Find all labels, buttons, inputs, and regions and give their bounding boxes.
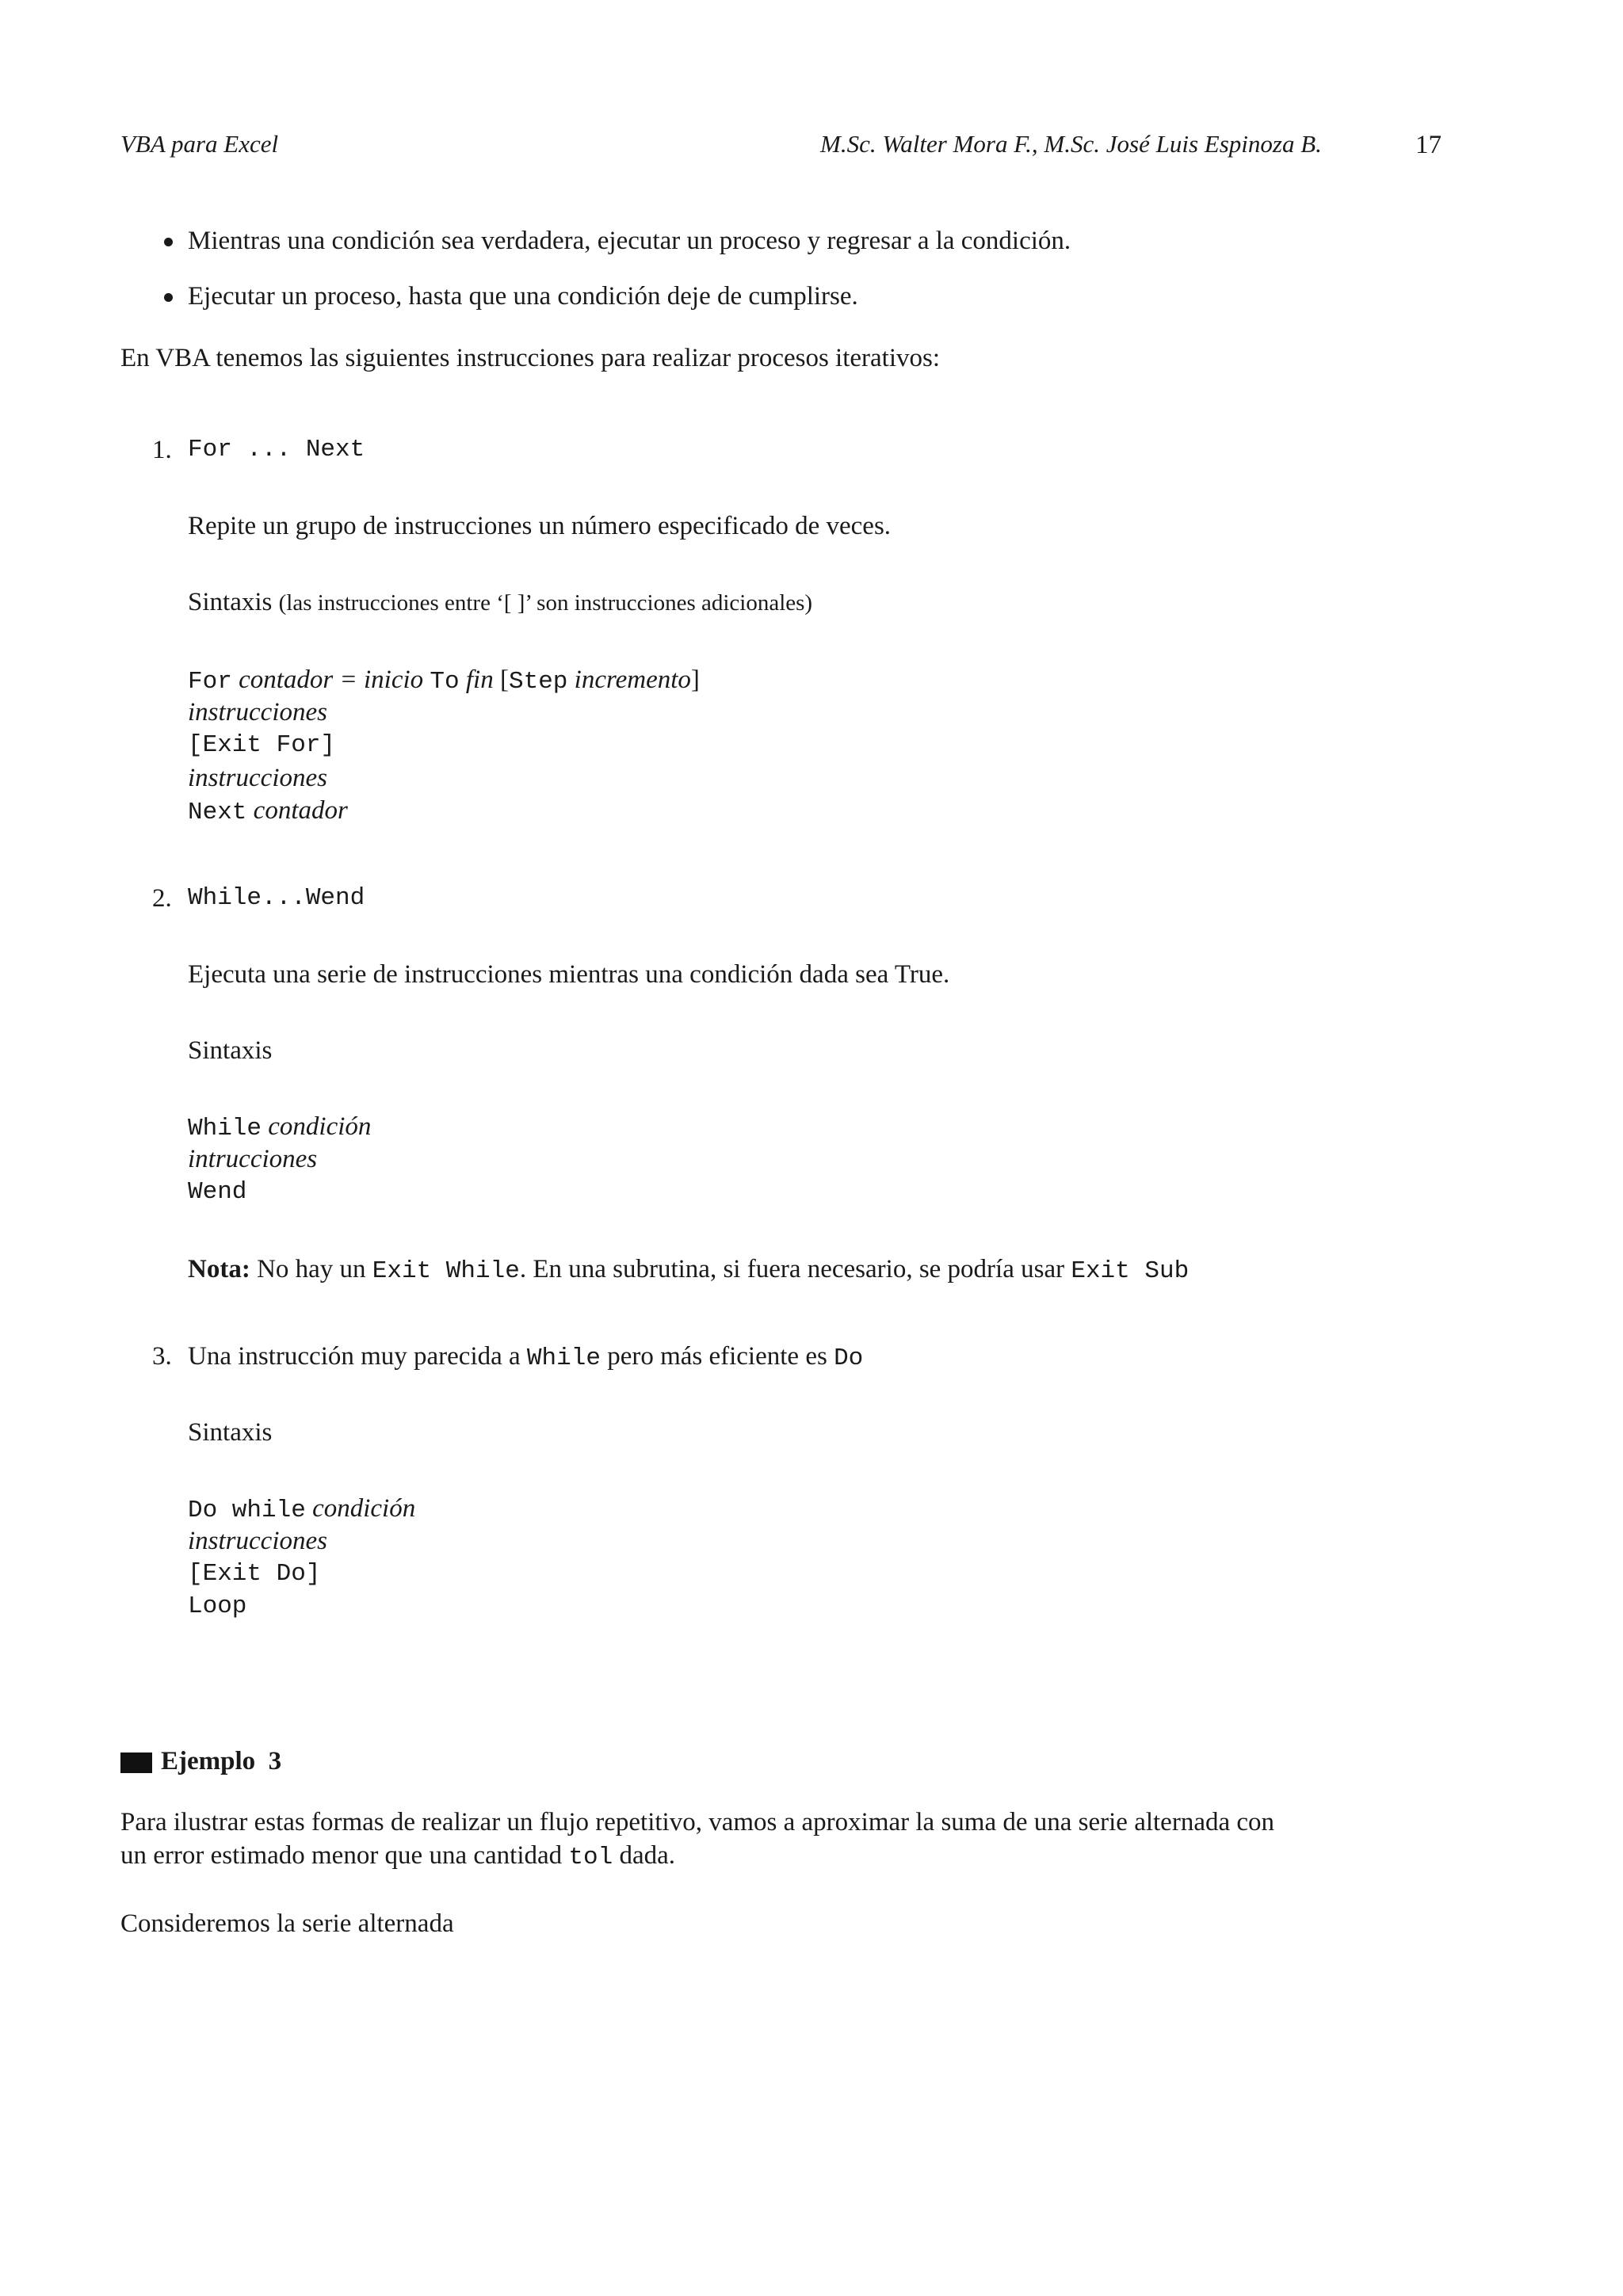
while-note (188, 1253, 1189, 1287)
code-variable: condición (268, 1112, 372, 1141)
item-2-title: While...Wend (188, 884, 365, 912)
code-variable: condición (312, 1494, 416, 1523)
while-code-line-3: Wend (188, 1178, 247, 1206)
bullet-item-1: Mientras una condición sea verdadera, ejecutar un proceso y regresar a la condición. (188, 227, 1071, 255)
for-code-line-4: instrucciones (188, 764, 327, 792)
note-code: Exit Sub (1071, 1257, 1190, 1285)
code-keyword: Step (508, 668, 568, 696)
item-1-title: For ... Next (188, 436, 365, 463)
example-number: 3 (268, 1747, 282, 1775)
code-variable: fin (465, 666, 494, 694)
item-2-syntax-label: Sintaxis (188, 1036, 273, 1065)
note-label: Nota: (188, 1255, 250, 1283)
item-1-description: Repite un grupo de instrucciones un número especificado de veces. (188, 512, 892, 540)
running-header-title: VBA para Excel (120, 130, 279, 158)
bullet-icon (164, 238, 173, 246)
for-code-line-2: instrucciones (188, 698, 327, 727)
do-code-line-2: instrucciones (188, 1527, 327, 1555)
example-text: dada. (619, 1841, 675, 1870)
code-operator: = (339, 666, 357, 694)
code-variable: contador (253, 796, 348, 825)
code-keyword: For (188, 668, 232, 696)
note-text: No hay un (257, 1255, 366, 1283)
code-keyword: Do while (188, 1497, 306, 1524)
code-keyword: To (430, 668, 460, 696)
syntax-note: (las instrucciones entre ‘[ ]’ son instrucciones adicionales) (278, 590, 813, 616)
item-3-code: Do (834, 1344, 864, 1372)
page-number: 17 (1415, 131, 1442, 159)
do-code-line-1 (188, 1493, 415, 1527)
item-1-syntax-line (188, 586, 812, 619)
item-2-number: 2. (152, 884, 172, 913)
while-code-line-2: intrucciones (188, 1145, 318, 1173)
syntax-label: Sintaxis (188, 588, 273, 616)
bullet-icon (164, 293, 173, 302)
code-variable: incremento (574, 666, 691, 694)
example-paragraph-2: Consideremos la serie alternada (120, 1909, 454, 1938)
example-text: un error estimado menor que una cantidad (120, 1841, 563, 1870)
note-text: . En una subrutina, si fuera necesario, se podría usar (519, 1255, 1065, 1283)
example-marker-icon (120, 1753, 152, 1773)
code-variable: contador (239, 666, 334, 694)
item-1-number: 1. (152, 436, 172, 464)
code-variable: inicio (364, 666, 424, 694)
code-keyword: While (188, 1115, 262, 1142)
for-code-line-1 (188, 664, 700, 698)
example-label: Ejemplo (161, 1747, 256, 1775)
item-2-description: Ejecuta una serie de instrucciones mientras una condición dada sea True. (188, 960, 950, 989)
item-3-title (188, 1341, 863, 1375)
example-heading (161, 1745, 281, 1778)
for-code-line-5 (188, 795, 348, 829)
item-3-number: 3. (152, 1342, 172, 1371)
note-code: Exit While (372, 1257, 520, 1285)
example-paragraph-line-2 (120, 1840, 675, 1874)
running-header-authors: M.Sc. Walter Mora F., M.Sc. José Luis Espinoza B. (820, 130, 1322, 158)
item-3-text: pero más eficiente es (607, 1342, 827, 1371)
code-keyword: Next (188, 799, 247, 826)
do-code-line-4: Loop (188, 1592, 247, 1620)
item-3-syntax-label: Sintaxis (188, 1418, 273, 1447)
for-code-line-3: [Exit For] (188, 731, 336, 759)
example-code: tol (568, 1844, 613, 1871)
code-bracket: [ (499, 666, 509, 694)
code-bracket: ] (690, 666, 700, 694)
example-paragraph-line-1: Para ilustrar estas formas de realizar un flujo repetitivo, vamos a aproximar la suma de una serie alternada con (120, 1808, 1275, 1836)
while-code-line-1 (188, 1111, 371, 1145)
intro-paragraph: En VBA tenemos las siguientes instrucciones para realizar procesos iterativos: (120, 344, 941, 372)
item-3-text: Una instrucción muy parecida a (188, 1342, 521, 1371)
item-3-code: While (526, 1344, 601, 1372)
bullet-item-2: Ejecutar un proceso, hasta que una condición deje de cumplirse. (188, 282, 858, 311)
do-code-line-3: [Exit Do] (188, 1560, 321, 1588)
